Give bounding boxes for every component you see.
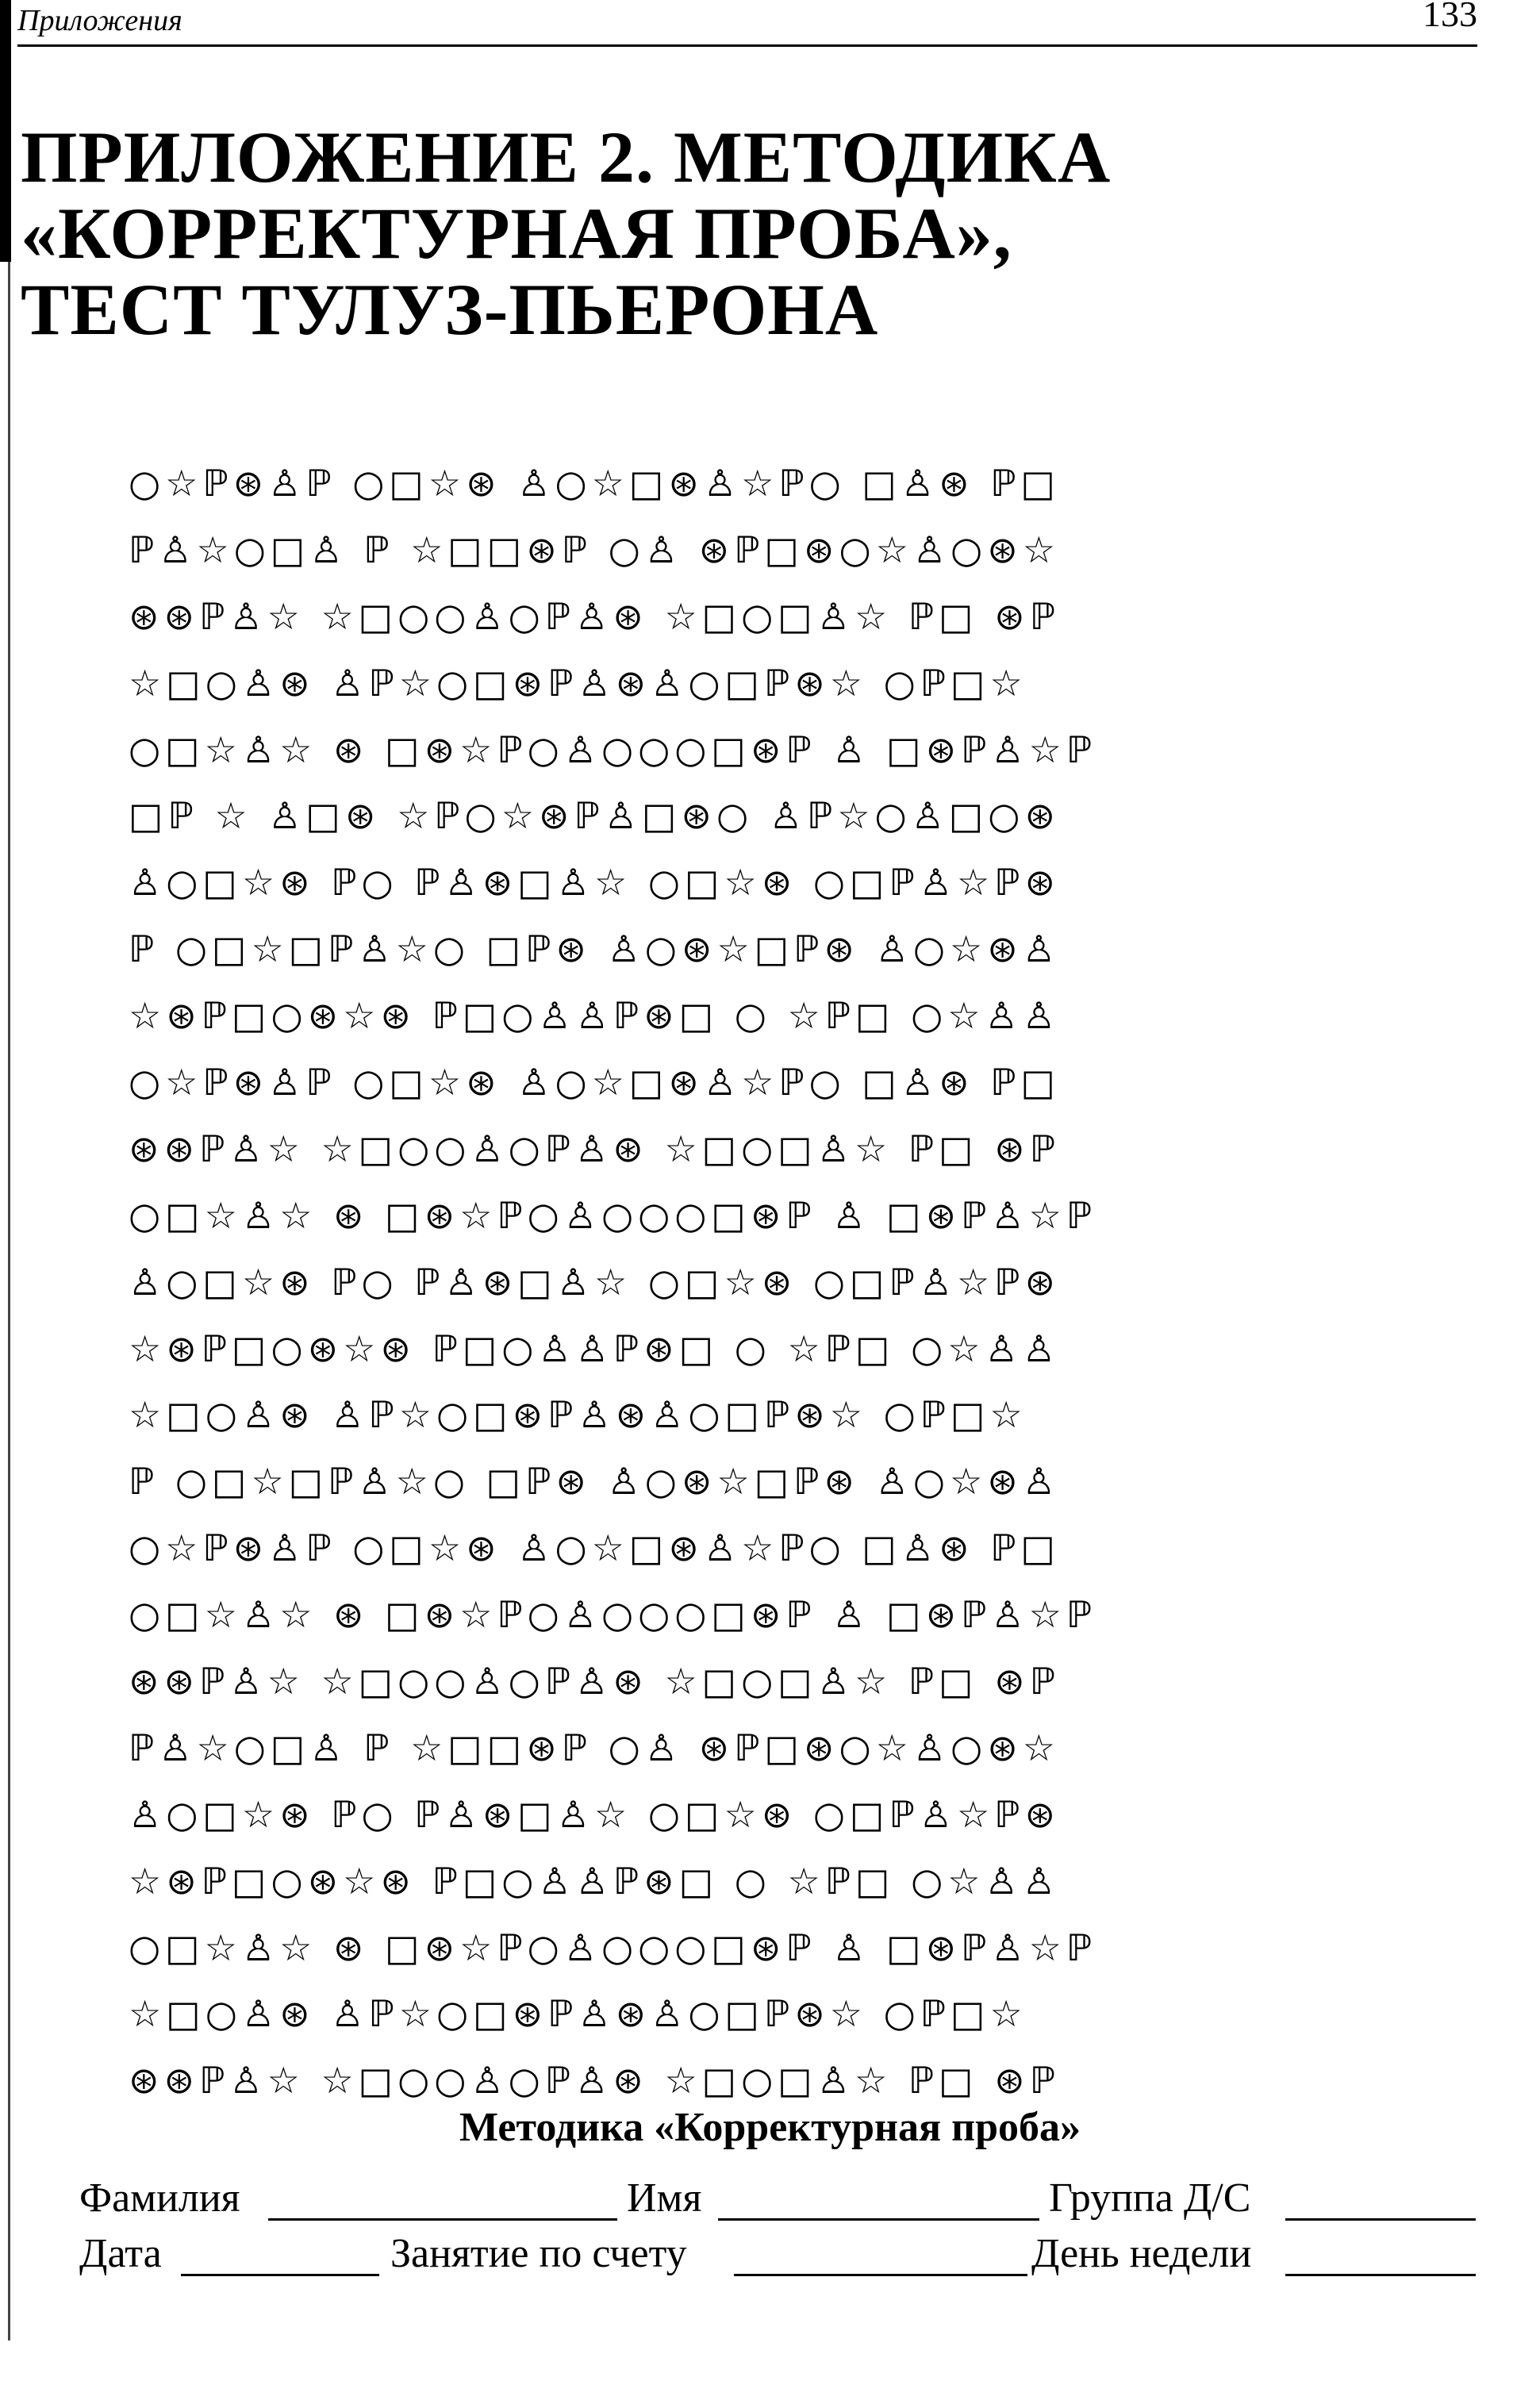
scan-edge-line [8,262,10,2340]
weekday-field-line[interactable] [1285,2274,1476,2276]
symbol-row: ⊛⊛ℙ♙☆ ☆□○○♙○ℙ♙⊛ ☆□○□♙☆ ℙ□ ⊛ℙ [129,2059,1060,2102]
symbol-row: ⊛⊛ℙ♙☆ ☆□○○♙○ℙ♙⊛ ☆□○□♙☆ ℙ□ ⊛ℙ [129,1127,1060,1170]
symbol-row: ☆□○♙⊛ ♙ℙ☆○□⊛ℙ♙⊛♙○□ℙ⊛☆ ○ℙ□☆ [129,661,1027,705]
symbol-row: ○□☆♙☆ ⊛ □⊛☆ℙ○♙○○○□⊛ℙ ♙ □⊛ℙ♙☆ℙ [129,1926,1097,1969]
symbol-row: ○□☆♙☆ ⊛ □⊛☆ℙ○♙○○○□⊛ℙ ♙ □⊛ℙ♙☆ℙ [129,728,1097,771]
symbol-row: ℙ ○□☆□ℙ♙☆○ □ℙ⊛ ♙○⊛☆□ℙ⊛ ♙○☆⊛♙ [129,1460,1060,1503]
title-line-2: «КОРРЕКТУРНАЯ ПРОБА», [21,193,1012,274]
name-label: Имя [627,2175,702,2221]
symbol-row: ℙ ○□☆□ℙ♙☆○ □ℙ⊛ ♙○⊛☆□ℙ⊛ ♙○☆⊛♙ [129,927,1060,971]
symbol-grid [129,451,1414,2114]
page-title [21,117,1290,350]
lesson-label: Занятие по счету [390,2231,687,2276]
date-field-line[interactable] [181,2274,379,2276]
symbol-row: □ℙ ☆ ♙□⊛ ☆ℙ○☆⊛ℙ♙□⊛○ ♙ℙ☆○♙□○⊛ [129,794,1060,838]
symbol-row: ☆□○♙⊛ ♙ℙ☆○□⊛ℙ♙⊛♙○□ℙ⊛☆ ○ℙ□☆ [129,1393,1027,1437]
name-field-line[interactable] [718,2218,1039,2221]
symbol-row: ☆□○♙⊛ ♙ℙ☆○□⊛ℙ♙⊛♙○□ℙ⊛☆ ○ℙ□☆ [129,1992,1027,2036]
group-label: Группа Д/С [1049,2175,1251,2221]
symbol-row: ○□☆♙☆ ⊛ □⊛☆ℙ○♙○○○□⊛ℙ ♙ □⊛ℙ♙☆ℙ [129,1593,1097,1637]
scan-edge-shadow [0,0,11,262]
title-line-3: ТЕСТ ТУЛУЗ-ПЬЕРОНА [21,269,879,350]
weekday-label: День недели [1031,2231,1252,2276]
symbol-row: ○☆ℙ⊛♙ℙ ○□☆⊛ ♙○☆□⊛♙☆ℙ○ □♙⊛ ℙ□ [129,1526,1060,1570]
date-label: Дата [79,2231,162,2276]
symbol-row: ○□☆♙☆ ⊛ □⊛☆ℙ○♙○○○□⊛ℙ ♙ □⊛ℙ♙☆ℙ [129,1193,1097,1237]
symbol-row: ♙○□☆⊛ ℙ○ ℙ♙⊛□♙☆ ○□☆⊛ ○□ℙ♙☆ℙ⊛ [129,1260,1060,1304]
symbol-row: ☆⊛ℙ□○⊛☆⊛ ℙ□○♙♙ℙ⊛□ ○ ☆ℙ□ ○☆♙♙ [129,1859,1060,1903]
surname-field-line[interactable] [268,2218,617,2221]
symbol-row: ☆⊛ℙ□○⊛☆⊛ ℙ□○♙♙ℙ⊛□ ○ ☆ℙ□ ○☆♙♙ [129,1327,1060,1370]
form-row-1 [79,2172,1476,2225]
symbol-row: ☆⊛ℙ□○⊛☆⊛ ℙ□○♙♙ℙ⊛□ ○ ☆ℙ□ ○☆♙♙ [129,994,1060,1038]
symbol-row: ℙ♙☆○□♙ ℙ ☆□□⊛ℙ ○♙ ⊛ℙ□⊛○☆♙○⊛☆ [129,528,1060,571]
form-title: Методика «Корректурная проба» [459,2105,1081,2150]
form-row-2 [79,2228,1476,2280]
running-head [17,0,1477,47]
page-number: 133 [1423,0,1477,34]
group-field-line[interactable] [1285,2218,1476,2221]
symbol-row: ♙○□☆⊛ ℙ○ ℙ♙⊛□♙☆ ○□☆⊛ ○□ℙ♙☆ℙ⊛ [129,1792,1060,1836]
symbol-row: ℙ♙☆○□♙ ℙ ☆□□⊛ℙ ○♙ ⊛ℙ□⊛○☆♙○⊛☆ [129,1726,1060,1769]
title-line-1: ПРИЛОЖЕНИЕ 2. МЕТОДИКА [21,117,1112,198]
symbol-row: ♙○□☆⊛ ℙ○ ℙ♙⊛□♙☆ ○□☆⊛ ○□ℙ♙☆ℙ⊛ [129,861,1060,904]
lesson-field-line[interactable] [734,2274,1027,2276]
surname-label: Фамилия [79,2175,240,2221]
symbol-row: ⊛⊛ℙ♙☆ ☆□○○♙○ℙ♙⊛ ☆□○□♙☆ ℙ□ ⊛ℙ [129,594,1060,638]
symbol-row: ⊛⊛ℙ♙☆ ☆□○○♙○ℙ♙⊛ ☆□○□♙☆ ℙ□ ⊛ℙ [129,1660,1060,1703]
symbol-row: ○☆ℙ⊛♙ℙ ○□☆⊛ ♙○☆□⊛♙☆ℙ○ □♙⊛ ℙ□ [129,462,1060,505]
symbol-row: ○☆ℙ⊛♙ℙ ○□☆⊛ ♙○☆□⊛♙☆ℙ○ □♙⊛ ℙ□ [129,1061,1060,1104]
running-head-section: Приложения [17,4,182,37]
